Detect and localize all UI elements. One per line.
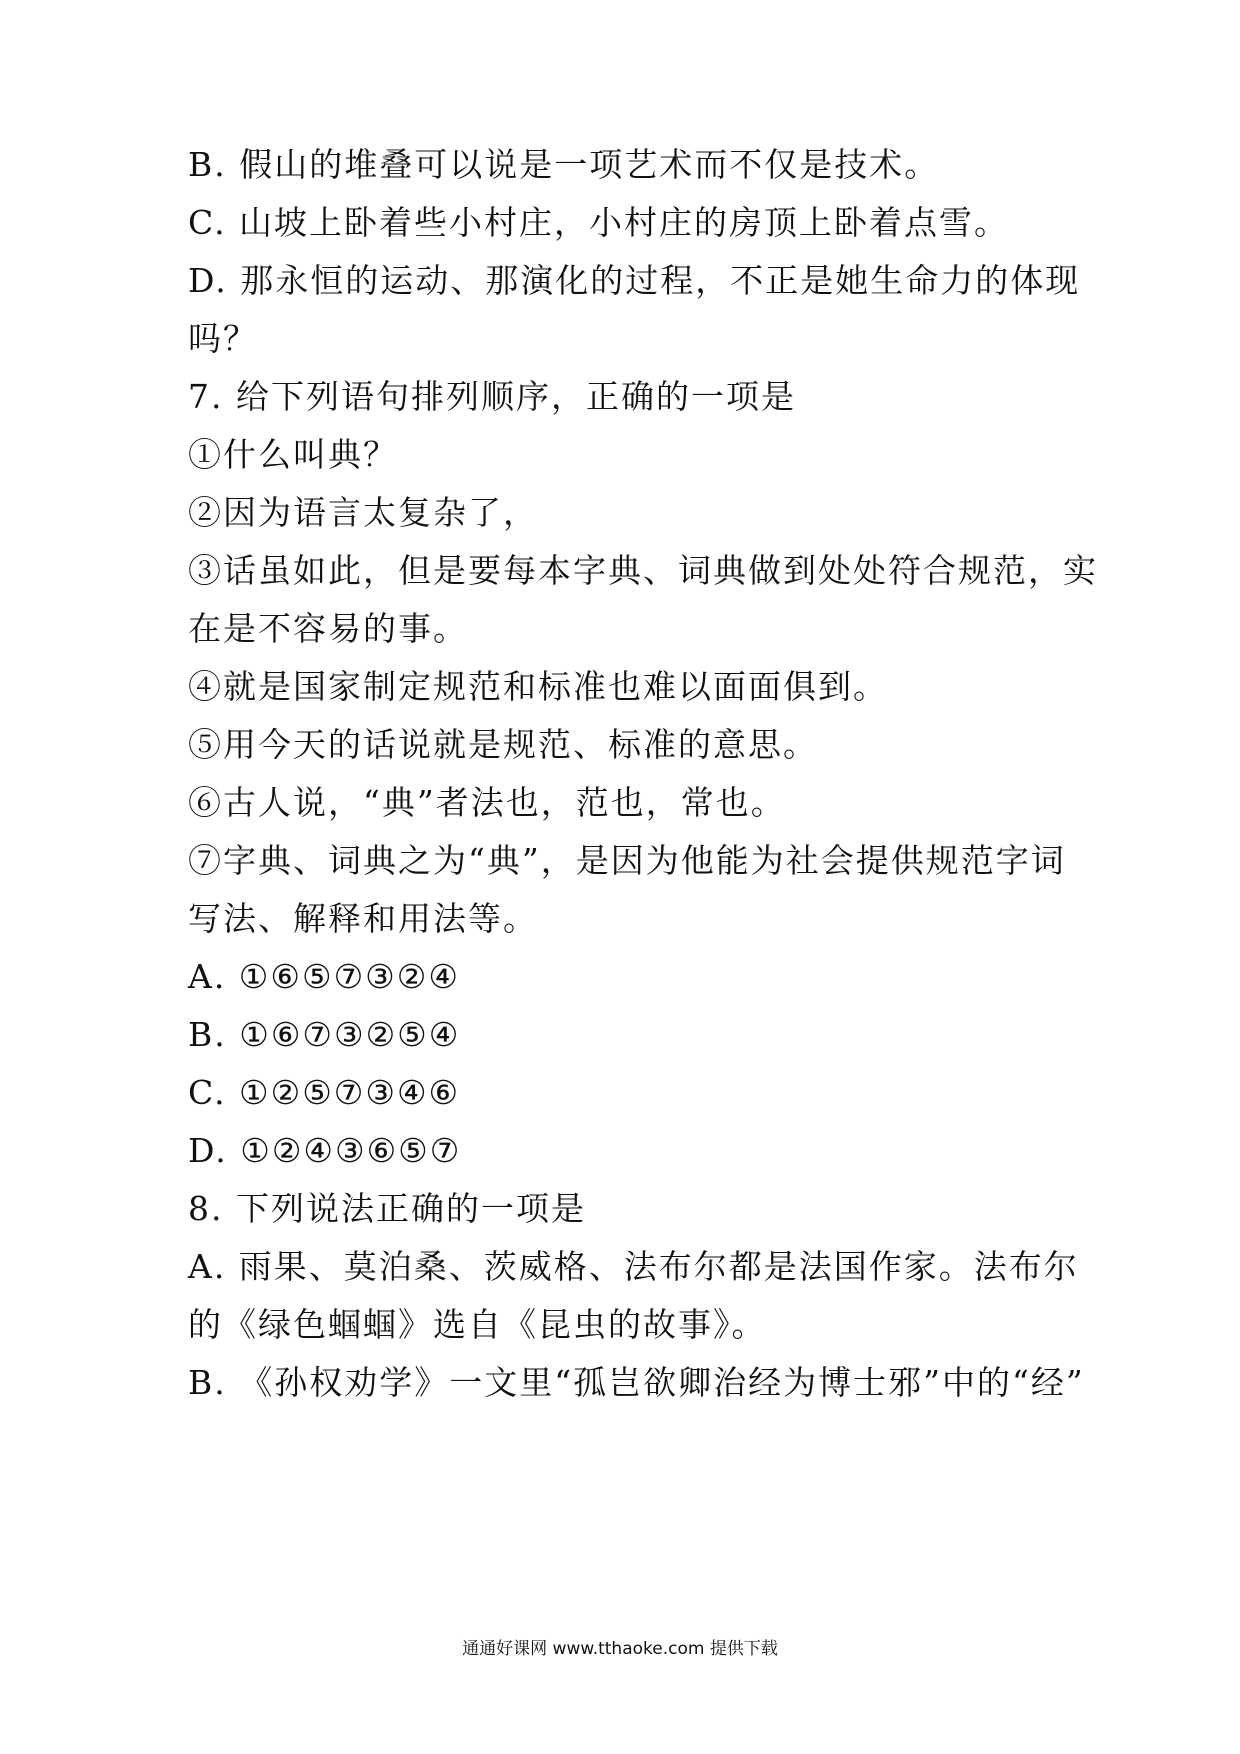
option-c-text: C. 山坡上卧着些小村庄，小村庄的房顶上卧着点雪。 xyxy=(188,203,1010,242)
sentence-1: ①什么叫典？ xyxy=(188,435,398,474)
page-footer: 通通好课网 www.tthaoke.com 提供下载 xyxy=(462,1639,778,1659)
q7-option-c: C. ①②⑤⑦③④⑥ xyxy=(188,1073,461,1112)
q7-option-b: B. ①⑥⑦③②⑤④ xyxy=(188,1015,461,1054)
option-d-text-continued: 吗？ xyxy=(188,319,258,358)
sentence-5: ⑤用今天的话说就是规范、标准的意思。 xyxy=(188,725,818,764)
sentence-2: ②因为语言太复杂了， xyxy=(188,493,538,532)
q8-option-a-continued: 的《绿色蝈蝈》选自《昆虫的故事》。 xyxy=(188,1305,767,1344)
q7-option-a: A. ①⑥⑤⑦③②④ xyxy=(188,957,460,996)
q7-option-d: D. ①②④③⑥⑤⑦ xyxy=(188,1131,462,1170)
question-7-stem: 7. 给下列语句排列顺序，正确的一项是 xyxy=(188,377,796,416)
option-b-text: B. 假山的堆叠可以说是一项艺术而不仅是技术。 xyxy=(188,145,940,184)
q8-option-b: B. 《孙权劝学》一文里“孤岂欲卿治经为博士邪”中的“经” xyxy=(188,1363,1085,1402)
q8-option-a: A. 雨果、莫泊桑、茨威格、法布尔都是法国作家。法布尔 xyxy=(188,1247,1079,1286)
sentence-3: ③话虽如此，但是要每本字典、词典做到处处符合规范，实 xyxy=(188,551,1098,590)
sentence-3-continued: 在是不容易的事。 xyxy=(188,609,468,648)
sentence-7-continued: 写法、解释和用法等。 xyxy=(188,899,538,938)
sentence-6: ⑥古人说，“典”者法也，范也，常也。 xyxy=(188,783,786,822)
sentence-4: ④就是国家制定规范和标准也难以面面俱到。 xyxy=(188,667,888,706)
question-8-stem: 8. 下列说法正确的一项是 xyxy=(188,1189,586,1228)
option-d-text: D. 那永恒的运动、那演化的过程，不正是她生命力的体现 xyxy=(188,261,1081,300)
sentence-7: ⑦字典、词典之为“典”，是因为他能为社会提供规范字词 xyxy=(188,841,1066,880)
